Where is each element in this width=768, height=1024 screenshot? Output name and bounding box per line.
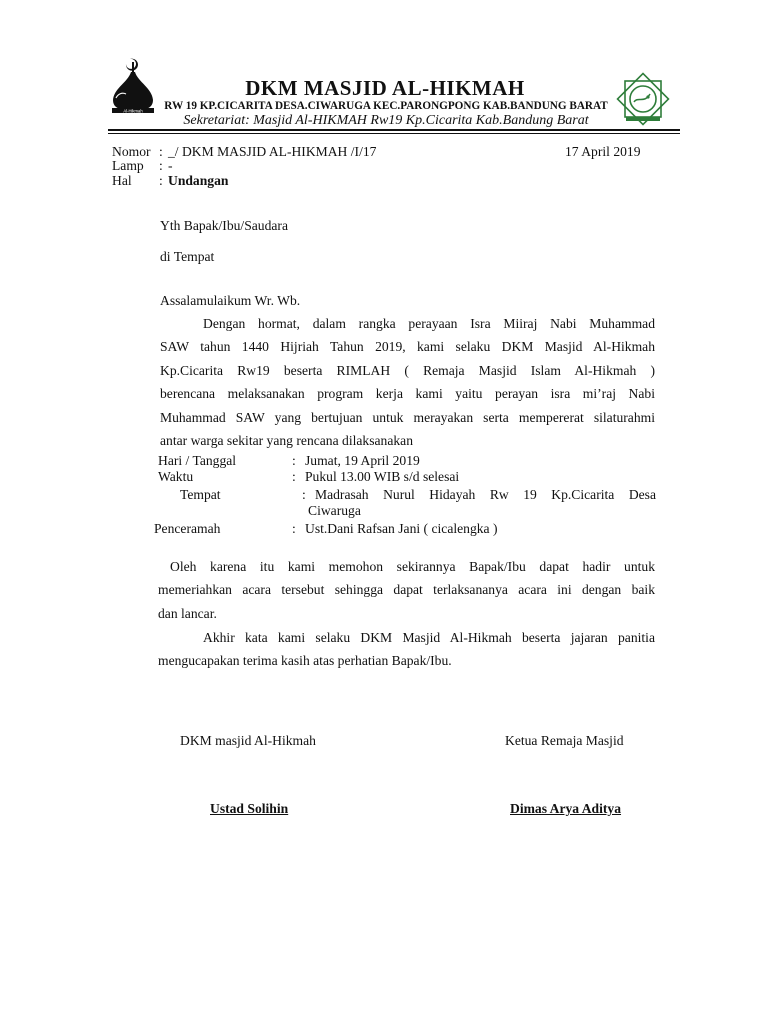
paragraph-request: [158, 555, 655, 625]
para1-line: Muhammad SAW yang bertujuan untuk merayakan serta mempererat silaturahmi: [160, 409, 655, 425]
lamp-label: Lamp: [112, 158, 144, 173]
hari-label: Hari / Tanggal: [158, 453, 237, 468]
mosque-dome-icon: [104, 58, 162, 122]
svg-text:Al-Hikmah: Al-Hikmah: [123, 108, 143, 114]
para1-line: berencana melaksanakan program kerja kami yaitu perayan isra mi’raj Nabi: [160, 386, 655, 402]
paragraph-thanks: [158, 626, 655, 673]
para2-line: memeriahkan acara tersebut sehingga dapat terlaksananya acara ini dengan baik: [158, 582, 655, 598]
para1-line: Kp.Cicarita Rw19 beserta RIMLAH ( Remaja Masjid Islam Al-Hikmah ): [160, 362, 655, 378]
penceramah-value: Ust.Dani Rafsan Jani ( cicalengka ): [305, 521, 498, 536]
para3-line: Akhir kata kami selaku DKM Masjid Al-Hikmah beserta jajaran panitia: [203, 630, 655, 645]
signature-left-title: DKM masjid Al-Hikmah: [180, 733, 316, 748]
recipient-line1: Yth Bapak/Ibu/Saudara: [160, 218, 288, 233]
signature-right-name: Dimas Arya Aditya: [510, 801, 622, 816]
para2-line: Oleh karena itu kami memohon sekirannya Bapak/Ibu dapat hadir untuk: [170, 559, 655, 574]
nomor-value: _/ DKM MASJID AL-HIKMAH /I/17: [168, 144, 377, 159]
org-name: DKM MASJID AL-HIKMAH: [245, 76, 525, 100]
waktu-value: Pukul 13.00 WIB s/d selesai: [305, 469, 460, 484]
org-emblem-right: [612, 68, 674, 130]
lamp-value: -: [168, 158, 173, 173]
signature-left-name: Ustad Solihin: [210, 801, 289, 816]
tempat-value-line1: Madrasah Nurul Hidayah Rw 19 Kp.Cicarita Desa: [315, 487, 656, 502]
waktu-label: Waktu: [158, 469, 194, 484]
letterhead-rule-thick: [108, 129, 680, 131]
para2-line: dan lancar.: [158, 605, 217, 621]
signature-right-title: Ketua Remaja Masjid: [505, 733, 624, 748]
org-address: RW 19 KP.CICARITA DESA.CIWARUGA KEC.PARONGPONG KAB.BANDUNG BARAT: [164, 100, 608, 112]
hari-sep: :: [292, 453, 296, 468]
lamp-sep: :: [159, 158, 163, 173]
para1-line: Dengan hormat, dalam rangka perayaan Isra Miiraj Nabi Muhammad: [203, 316, 655, 331]
paragraph-opening: [160, 312, 655, 452]
para1-line: SAW tahun 1440 Hijriah Tahun 2019, kami selaku DKM Masjid Al-Hikmah: [160, 339, 655, 355]
secretariat-line: Sekretariat: Masjid Al-HIKMAH Rw19 Kp.Cicarita Kab.Bandung Barat: [183, 113, 589, 128]
recipient-line2: di Tempat: [160, 249, 215, 264]
hal-value: Undangan: [168, 173, 229, 188]
star-emblem-icon: [612, 68, 674, 130]
para3-line: mengucapakan terima kasih atas perhatian Bapak/Ibu.: [158, 653, 452, 669]
penceramah-label: Penceramah: [154, 521, 221, 536]
letterhead-rule-thin: [108, 133, 680, 134]
hari-value: Jumat, 19 April 2019: [305, 453, 420, 468]
hal-sep: :: [159, 173, 163, 188]
tempat-sep: :: [302, 487, 306, 502]
salam: Assalamulaikum Wr. Wb.: [160, 293, 301, 308]
penceramah-sep: :: [292, 521, 296, 536]
nomor-sep: :: [159, 144, 163, 159]
letter-date: 17 April 2019: [565, 144, 641, 159]
nomor-label: Nomor: [112, 144, 151, 159]
para1-line: antar warga sekitar yang rencana dilaksanakan: [160, 433, 413, 449]
waktu-sep: :: [292, 469, 296, 484]
mosque-logo-left: [104, 58, 162, 122]
tempat-value-line2: Ciwaruga: [308, 503, 361, 518]
hal-label: Hal: [112, 173, 132, 188]
tempat-label: Tempat: [180, 487, 221, 502]
